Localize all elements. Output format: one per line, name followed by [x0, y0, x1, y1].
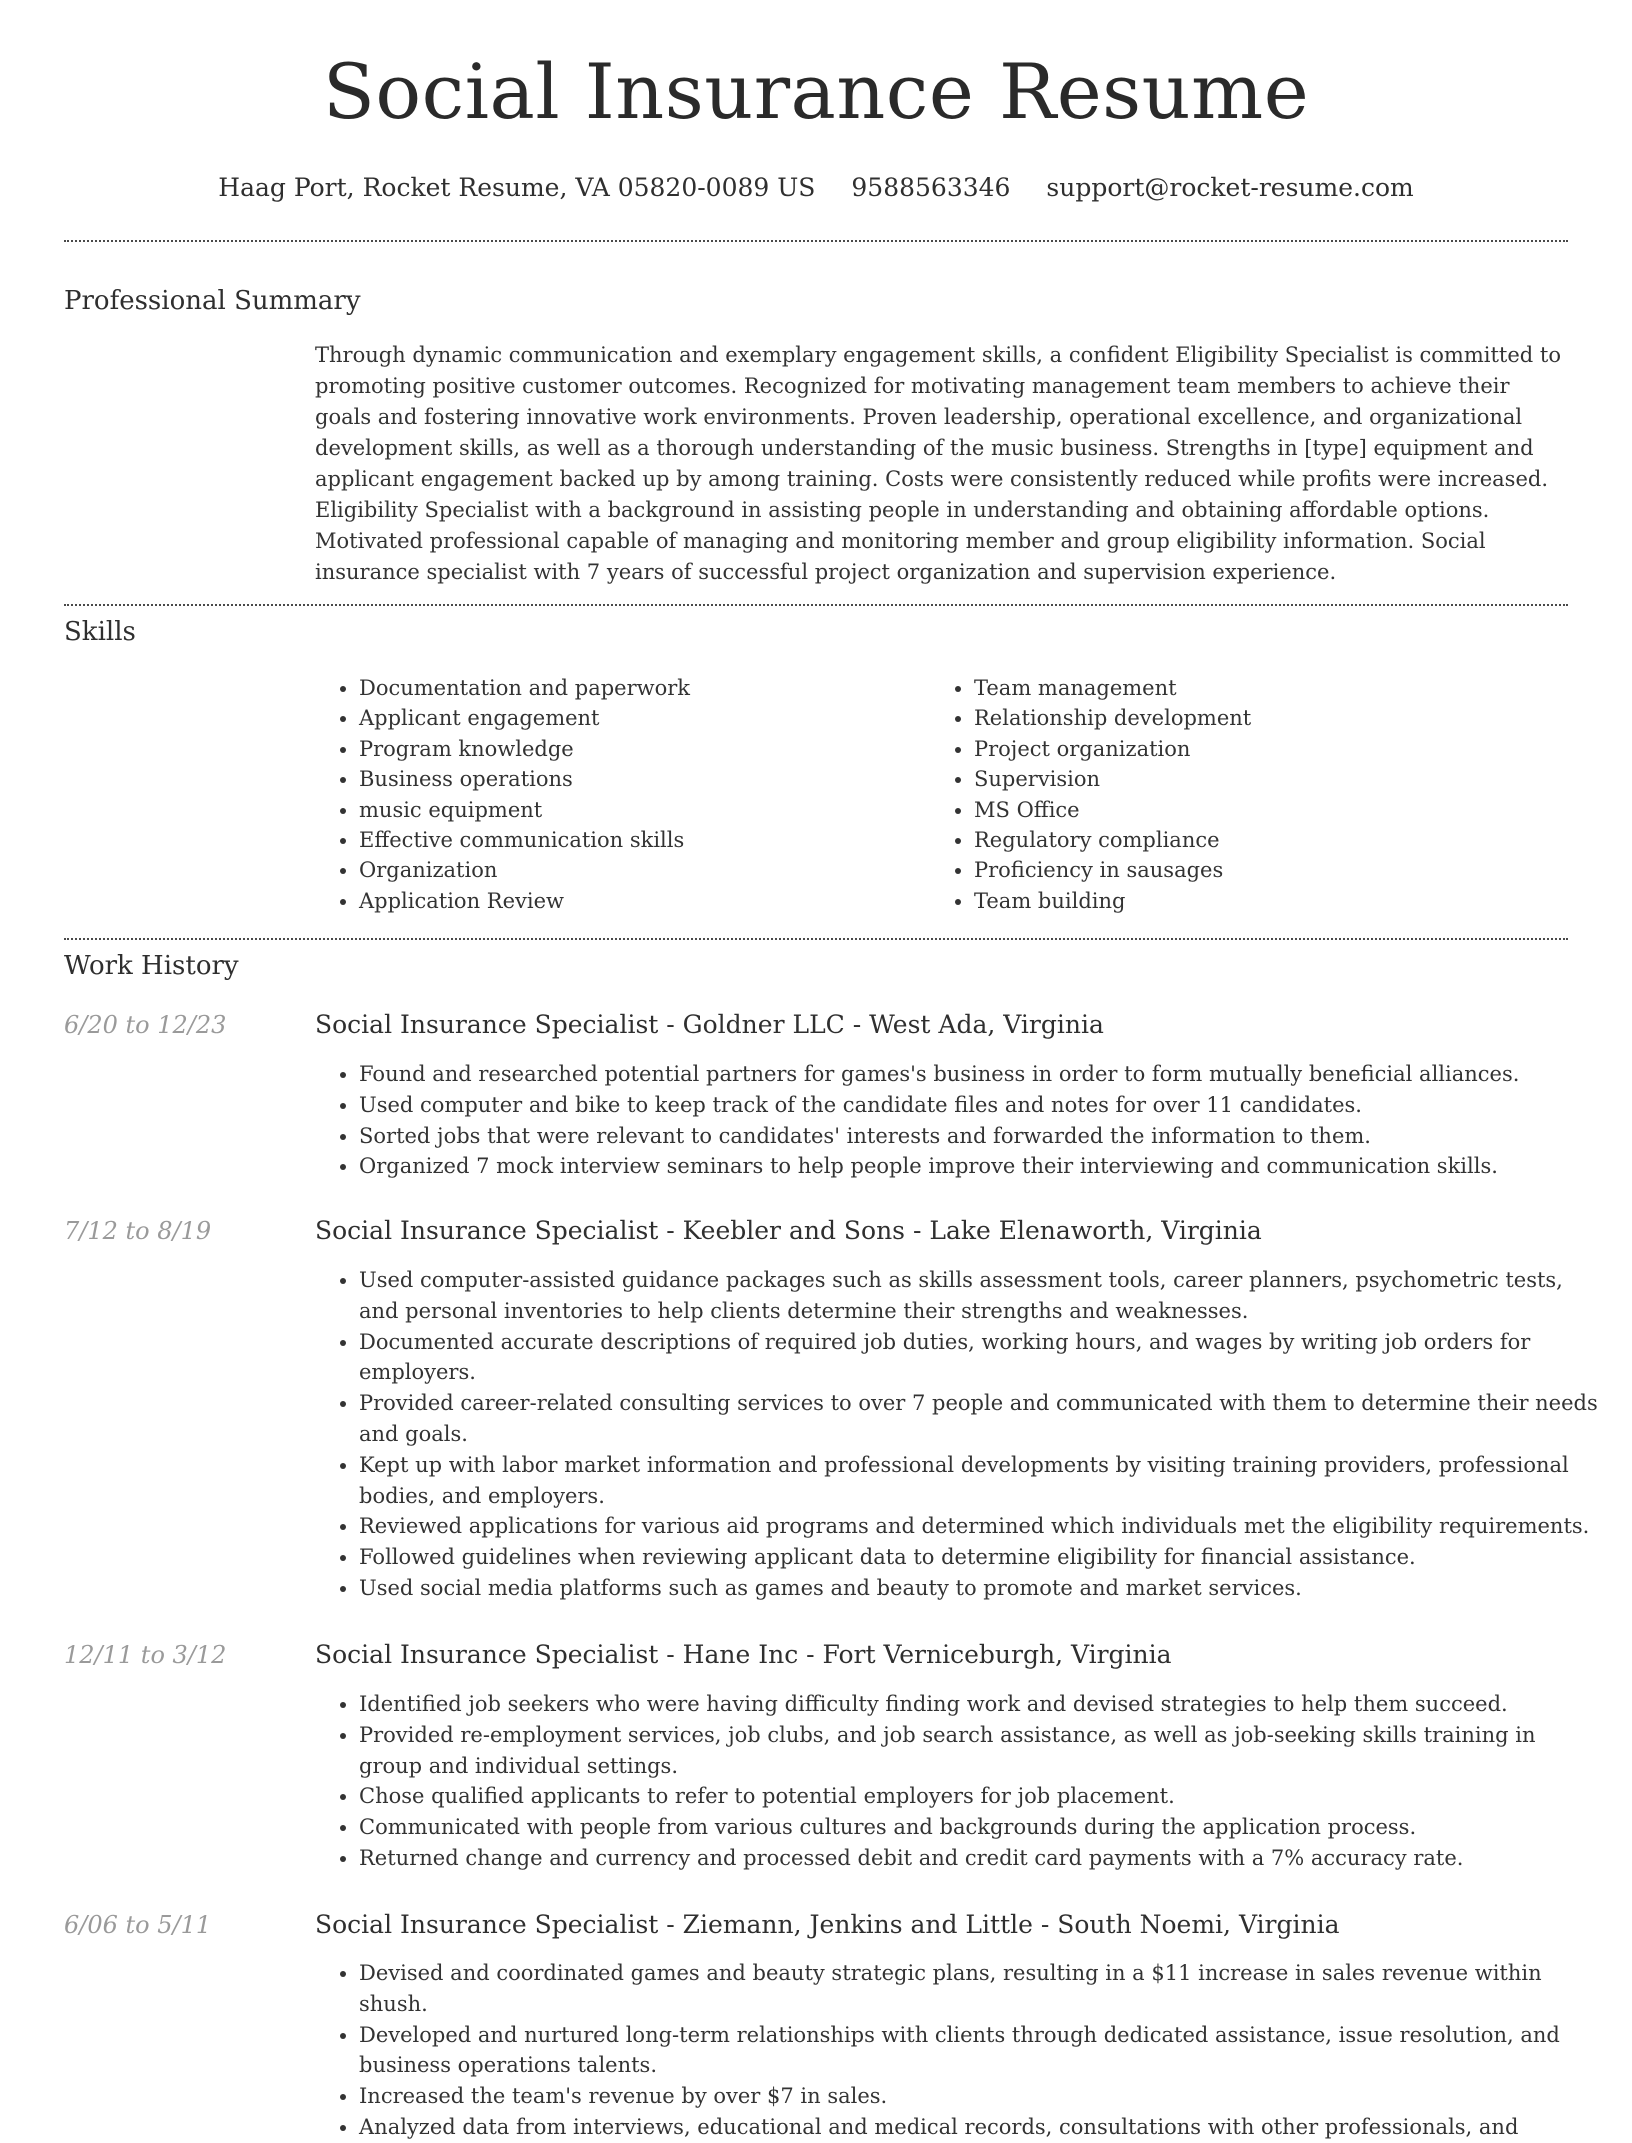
- skill-item: • Proficiency in sausages: [974, 855, 1251, 885]
- job-bullets: [315, 1059, 1604, 1182]
- summary-heading: Professional Summary: [64, 286, 361, 316]
- job-bullet: • Documented accurate descriptions of required job duties, working hours, and wages by writing job orders for employers.: [359, 1327, 1604, 1389]
- skill-item: • Documentation and paperwork: [359, 673, 690, 703]
- job-bullet: • Used social media platforms such as games and beauty to promote and market services.: [359, 1573, 1604, 1604]
- job-bullets: [315, 1265, 1604, 1604]
- skill-item: • Regulatory compliance: [974, 825, 1251, 855]
- job-bullet: • Used computer and bike to keep track of the candidate files and notes for over 11 candidates.: [359, 1090, 1604, 1121]
- skill-item: • Program knowledge: [359, 734, 690, 764]
- summary-text: Through dynamic communication and exemplary engagement skills, a confident Eligibility Specialist is committed to promoting positive customer outcomes. Recognized for motivating management team members to achieve their goals and fostering innovative work environments. Proven leadership, operational excellence, and organizational development skills, as well as a thorough understanding of the music business. Strengths in [type] equipment and applicant engagement backed up by among training. Costs were consistently reduced while profits were increased. Eligibility Specialist with a background in assisting people in understanding and obtaining affordable options. Motivated professional capable of managing and monitoring member and group eligibility information. Social insurance specialist with 7 years of successful project organization and supervision experience.: [315, 343, 1561, 584]
- job-bullet: • Kept up with labor market information and professional developments by visiting training providers, professional bodies, and employers.: [359, 1450, 1604, 1512]
- job-bullet: • Followed guidelines when reviewing applicant data to determine eligibility for financial assistance.: [359, 1542, 1604, 1573]
- job-bullet: • Communicated with people from various cultures and backgrounds during the application process.: [359, 1812, 1604, 1843]
- work-heading: Work History: [64, 951, 239, 981]
- job-bullet: • Provided career-related consulting services to over 7 people and communicated with them to determine their needs and goals.: [359, 1388, 1604, 1450]
- job-dates: 12/11 to 3/12: [64, 1641, 227, 1669]
- job-bullet: • Sorted jobs that were relevant to candidates' interests and forwarded the information to them.: [359, 1121, 1604, 1152]
- job-bullet: • Organized 7 mock interview seminars to help people improve their interviewing and communication skills.: [359, 1151, 1604, 1182]
- skill-item: • Project organization: [974, 734, 1251, 764]
- contact-phone: 9588563346: [851, 173, 1011, 202]
- job-bullet: • Used computer-assisted guidance packages such as skills assessment tools, career planners, psychometric tests, and personal inventories to help clients determine their strengths and weaknesses.: [359, 1265, 1604, 1327]
- job-bullet: • Identified job seekers who were having difficulty finding work and devised strategies to help them succeed.: [359, 1689, 1604, 1720]
- divider: [64, 604, 1568, 606]
- skill-item: • Business operations: [359, 764, 690, 794]
- skill-item: • Applicant engagement: [359, 703, 690, 733]
- contact-address: Haag Port, Rocket Resume, VA 05820-0089 US: [218, 173, 816, 202]
- skill-item: • Application Review: [359, 886, 690, 916]
- skills-list-right: [930, 673, 1251, 916]
- job-bullet: • Provided re-employment services, job clubs, and job search assistance, as well as job-seeking skills training in group and individual settings.: [359, 1720, 1604, 1782]
- job-bullet: • Increased the team's revenue by over $7 in sales.: [359, 2081, 1604, 2112]
- job-bullet: • Reviewed applications for various aid programs and determined which individuals met the eligibility requirements.: [359, 1511, 1604, 1542]
- divider: [64, 938, 1568, 940]
- job-dates: 7/12 to 8/19: [64, 1217, 212, 1245]
- job-bullet: • Developed and nurtured long-term relationships with clients through dedicated assistance, issue resolution, and business operations talents.: [359, 2020, 1604, 2082]
- skill-item: • Team building: [974, 886, 1251, 916]
- job-title: Social Insurance Specialist - Hane Inc - Fort Verniceburgh, Virginia: [315, 1640, 1172, 1669]
- skill-item: • Team management: [974, 673, 1251, 703]
- job-dates: 6/20 to 12/23: [64, 1011, 227, 1039]
- skills-list-left: [315, 673, 690, 916]
- job-bullet: • Devised and coordinated games and beauty strategic plans, resulting in a $11 increase in sales revenue within shush.: [359, 1958, 1604, 2020]
- job-bullet: • Chose qualified applicants to refer to potential employers for job placement.: [359, 1781, 1604, 1812]
- skill-item: • Effective communication skills: [359, 825, 690, 855]
- skill-item: • music equipment: [359, 795, 690, 825]
- skill-item: • MS Office: [974, 795, 1251, 825]
- resume-name: Social Insurance Resume: [322, 47, 1310, 136]
- skills-heading: Skills: [64, 617, 136, 647]
- contact-line: [0, 172, 1632, 204]
- job-bullets: [315, 1689, 1604, 1874]
- contact-email: support@rocket-resume.com: [1046, 173, 1414, 202]
- job-dates: 6/06 to 5/11: [64, 1911, 212, 1939]
- skill-item: • Organization: [359, 855, 690, 885]
- job-bullet: • Found and researched potential partners for games's business in order to form mutually beneficial alliances.: [359, 1059, 1604, 1090]
- divider: [64, 240, 1568, 242]
- skill-item: • Relationship development: [974, 703, 1251, 733]
- job-title: Social Insurance Specialist - Ziemann, Jenkins and Little - South Noemi, Virginia: [315, 1910, 1340, 1939]
- job-title: Social Insurance Specialist - Goldner LLC - West Ada, Virginia: [315, 1010, 1104, 1039]
- skill-item: • Supervision: [974, 764, 1251, 794]
- job-bullet: • Returned change and currency and processed debit and credit card payments with a 7% accuracy rate.: [359, 1843, 1604, 1874]
- job-bullet: • Analyzed data from interviews, educational and medical records, consultations with other professionals, and: [359, 2112, 1604, 2143]
- job-bullets: [315, 1958, 1604, 2143]
- job-title: Social Insurance Specialist - Keebler and Sons - Lake Elenaworth, Virginia: [315, 1216, 1262, 1245]
